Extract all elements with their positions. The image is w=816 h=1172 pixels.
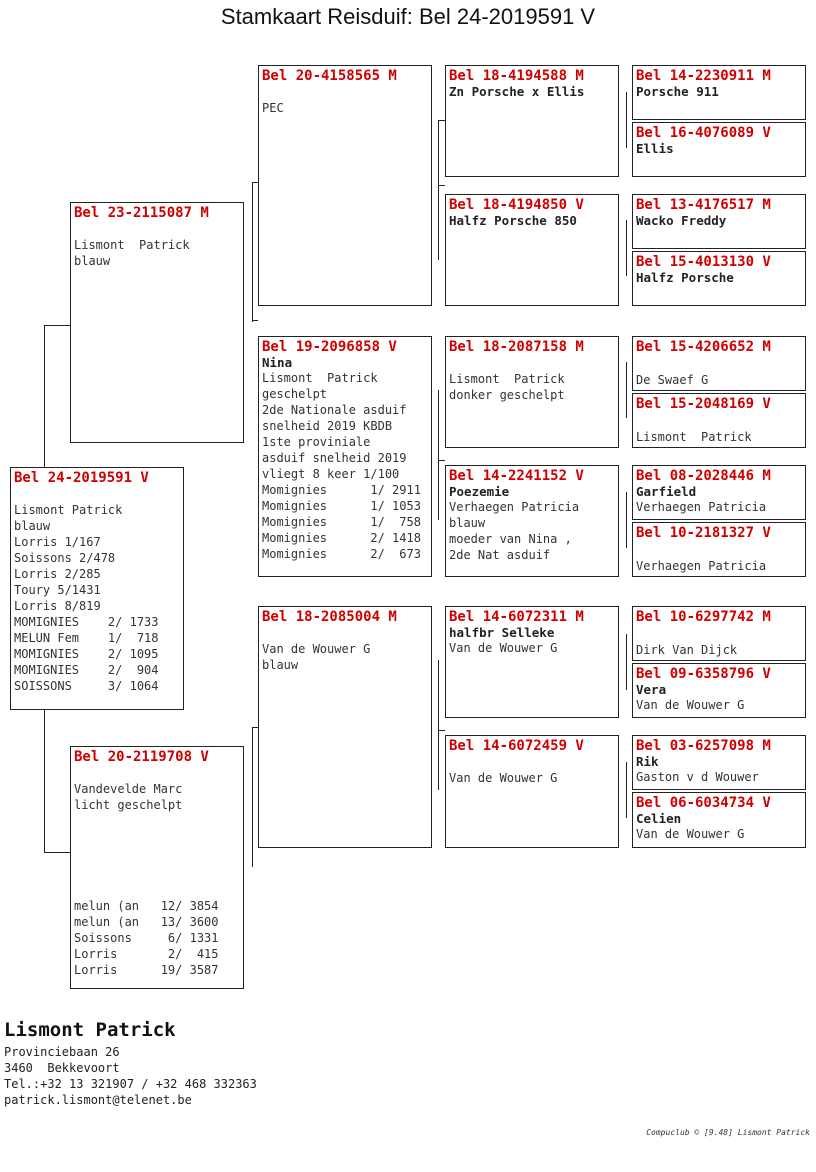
detail-line (74, 221, 240, 237)
ring-number: Bel 09-6358796 V (636, 666, 771, 682)
ring-number: Bel 18-2085004 M (262, 609, 397, 625)
connector-line (626, 220, 627, 276)
detail-line: melun (an 13/ 3600 (74, 915, 219, 929)
connector-line (438, 185, 445, 186)
details (636, 826, 802, 842)
detail-line (262, 625, 428, 641)
detail-line: Van de Wouwer G (449, 771, 558, 785)
ring-number: Bel 15-4013130 V (636, 254, 771, 270)
pigeon-name: Vera (636, 682, 667, 697)
owner-email: patrick.lismont@telenet.be (4, 1093, 192, 1107)
pigeon-name: Halfz Porsche 850 (449, 213, 577, 228)
detail-line: De Swaef G (636, 373, 709, 387)
pigeon-name: Celien (636, 811, 682, 826)
pigeon-name: Porsche 911 (636, 84, 719, 99)
owner-name: Lismont Patrick (4, 1019, 176, 1041)
detail-line: Soissons 2/478 (14, 551, 116, 565)
connector-line (438, 660, 439, 790)
pigeon-name: Ellis (636, 141, 674, 156)
detail-line: Verhaegen Patricia (636, 500, 767, 514)
detail-line: blauw (262, 658, 299, 672)
ring-number: Bel 19-2096858 V (262, 339, 397, 355)
ring-number: Bel 18-4194588 M (449, 68, 584, 84)
detail-line: Verhaegen Patricia (636, 559, 767, 573)
details (262, 625, 428, 673)
race-results (74, 898, 219, 978)
father-card[interactable] (70, 202, 244, 443)
connector-line (44, 325, 70, 326)
detail-line: MELUN Fem 1/ 718 (14, 631, 159, 645)
detail-line: Van de Wouwer G (636, 827, 745, 841)
details (636, 499, 802, 515)
connector-line (252, 727, 253, 867)
details (636, 769, 802, 785)
detail-line: blauw (449, 516, 486, 530)
paternal-grandmother-card[interactable] (258, 336, 432, 577)
detail-line: Momignies 2/ 673 (262, 547, 421, 561)
details (449, 754, 615, 786)
ring-number: Bel 18-4194850 V (449, 197, 584, 213)
ring-number: Bel 18-2087158 M (449, 339, 584, 355)
detail-line: geschelpt (262, 387, 328, 401)
pigeon-name: Halfz Porsche (636, 270, 734, 285)
detail-line: moeder van Nina , (449, 532, 572, 546)
details (74, 765, 240, 813)
owner-phone: Tel.:+32 13 321907 / +32 468 332363 (4, 1077, 257, 1091)
ring-number: Bel 14-6072459 V (449, 738, 584, 754)
detail-line: Van de Wouwer G (262, 642, 371, 656)
details (262, 84, 428, 116)
detail-line: 2de Nat asduif (449, 548, 551, 562)
details (449, 355, 615, 403)
detail-line: Vandevelde Marc (74, 782, 183, 796)
detail-line: blauw (14, 519, 51, 533)
great-grandparent-card[interactable] (445, 65, 619, 177)
great-great-grandparent-card[interactable] (632, 792, 806, 848)
maternal-grandfather-card[interactable] (258, 606, 432, 848)
connector-line (626, 362, 627, 418)
detail-line: Lismont Patrick (14, 503, 123, 517)
detail-line: Lismont Patrick (636, 430, 752, 444)
subject-pigeon-card[interactable] (10, 467, 184, 710)
great-great-grandparent-card[interactable] (632, 65, 806, 120)
pigeon-name: Poezemie (449, 484, 510, 499)
ring-number: Bel 03-6257098 M (636, 738, 771, 754)
details (636, 697, 802, 713)
detail-line (74, 765, 240, 781)
detail-line: Soissons 6/ 1331 (74, 931, 219, 945)
ring-number: Bel 14-6072311 M (449, 609, 584, 625)
detail-line: donker geschelpt (449, 388, 565, 402)
detail-line: 1ste proviniale (262, 435, 371, 449)
ring-number: Bel 10-2181327 V (636, 525, 771, 541)
ring-number: Bel 10-6297742 M (636, 609, 771, 625)
details (74, 221, 240, 269)
connector-line (626, 92, 627, 148)
detail-line: melun (an 12/ 3854 (74, 899, 219, 913)
detail-line: Lorris 19/ 3587 (74, 963, 219, 977)
software-footer: Compuclub © [9.48] Lismont Patrick (646, 1128, 810, 1137)
owner-city: 3460 Bekkevoort (4, 1061, 120, 1075)
ring-number: Bel 20-2119708 V (74, 749, 209, 765)
great-great-grandparent-card[interactable] (632, 606, 806, 661)
pigeon-name: Rik (636, 754, 659, 769)
detail-line: Van de Wouwer G (449, 641, 558, 655)
connector-line (252, 320, 258, 321)
detail-line: Lorris 1/167 (14, 535, 101, 549)
great-grandparent-card[interactable] (445, 606, 619, 718)
connector-line (438, 460, 445, 461)
details (14, 486, 180, 694)
great-great-grandparent-card[interactable] (632, 336, 806, 391)
pigeon-name: Garfield (636, 484, 697, 499)
owner-street: Provinciebaan 26 (4, 1045, 120, 1059)
pigeon-name: Zn Porsche x Ellis (449, 84, 585, 99)
ring-number: Bel 13-4176517 M (636, 197, 771, 213)
mother-card[interactable] (70, 746, 244, 989)
detail-line: Toury 5/1431 (14, 583, 101, 597)
detail-line: licht geschelpt (74, 798, 183, 812)
detail-line: Momignies 2/ 1418 (262, 531, 421, 545)
details (449, 499, 615, 563)
great-great-grandparent-card[interactable] (632, 465, 806, 520)
detail-line: asduif snelheid 2019 (262, 451, 407, 465)
ring-number: Bel 14-2230911 M (636, 68, 771, 84)
great-great-grandparent-card[interactable] (632, 663, 806, 718)
great-great-grandparent-card[interactable] (632, 522, 806, 577)
ring-number: Bel 15-2048169 V (636, 396, 771, 412)
detail-line (449, 754, 615, 770)
detail-line: snelheid 2019 KBDB (262, 419, 393, 433)
ring-number: Bel 15-4206652 M (636, 339, 771, 355)
great-great-grandparent-card[interactable] (632, 735, 806, 790)
ring-number: Bel 14-2241152 V (449, 468, 584, 484)
detail-line: Lismont Patrick (449, 372, 565, 386)
detail-line (449, 355, 615, 371)
detail-line: 2de Nationale asduif (262, 403, 407, 417)
ring-number: Bel 20-4158565 M (262, 68, 397, 84)
ring-number: Bel 24-2019591 V (14, 470, 149, 486)
details (636, 642, 737, 658)
great-great-grandparent-card[interactable] (632, 194, 806, 249)
detail-line: Lorris 8/819 (14, 599, 101, 613)
great-great-grandparent-card[interactable] (632, 393, 806, 448)
connector-line (44, 710, 45, 852)
connector-line (438, 120, 445, 121)
detail-line: MOMIGNIES 2/ 904 (14, 663, 159, 677)
great-great-grandparent-card[interactable] (632, 251, 806, 306)
ring-number: Bel 06-6034734 V (636, 795, 771, 811)
detail-line: Momignies 1/ 2911 (262, 483, 421, 497)
paternal-grandfather-card[interactable] (258, 65, 432, 306)
great-grandparent-card[interactable] (445, 336, 619, 448)
pigeon-name: Wacko Freddy (636, 213, 727, 228)
detail-line: Dirk Van Dijck (636, 643, 738, 657)
connector-line (438, 120, 439, 260)
detail-line (14, 486, 180, 502)
ring-number: Bel 16-4076089 V (636, 125, 771, 141)
details (636, 558, 766, 574)
connector-line (252, 182, 253, 322)
details (636, 372, 708, 388)
connector-line (626, 762, 627, 818)
detail-line: MOMIGNIES 2/ 1733 (14, 615, 159, 629)
detail-line: MOMIGNIES 2/ 1095 (14, 647, 159, 661)
detail-line: Lorris 2/285 (14, 567, 101, 581)
great-grandparent-card[interactable] (445, 735, 619, 848)
detail-line: SOISSONS 3/ 1064 (14, 679, 159, 693)
detail-line: Momignies 1/ 758 (262, 515, 421, 529)
detail-line: Lismont Patrick (74, 238, 190, 252)
detail-line: Gaston v d Wouwer (636, 770, 759, 784)
connector-line (44, 852, 70, 853)
details (636, 429, 752, 445)
details (262, 370, 428, 562)
detail-line (262, 84, 428, 100)
detail-line: Verhaegen Patricia (449, 500, 580, 514)
connector-line (626, 634, 627, 690)
detail-line: Lorris 2/ 415 (74, 947, 219, 961)
details (449, 640, 615, 656)
great-grandparent-card[interactable] (445, 194, 619, 306)
detail-line: Lismont Patrick (262, 371, 378, 385)
pigeon-name: halfbr Selleke (449, 625, 555, 640)
connector-line (44, 325, 45, 468)
detail-line: Momignies 1/ 1053 (262, 499, 421, 513)
connector-line (438, 390, 439, 520)
pigeon-name: Nina (262, 355, 293, 370)
ring-number: Bel 23-2115087 M (74, 205, 209, 221)
great-grandparent-card[interactable] (445, 465, 619, 577)
ring-number: Bel 08-2028446 M (636, 468, 771, 484)
detail-line: Van de Wouwer G (636, 698, 745, 712)
connector-line (626, 492, 627, 548)
great-great-grandparent-card[interactable] (632, 122, 806, 177)
detail-line: blauw (74, 254, 111, 268)
detail-line: vliegt 8 keer 1/100 (262, 467, 400, 481)
connector-line (438, 730, 445, 731)
detail-line: PEC (262, 101, 284, 115)
page-title: Stamkaart Reisduif: Bel 24-2019591 V (220, 4, 596, 29)
